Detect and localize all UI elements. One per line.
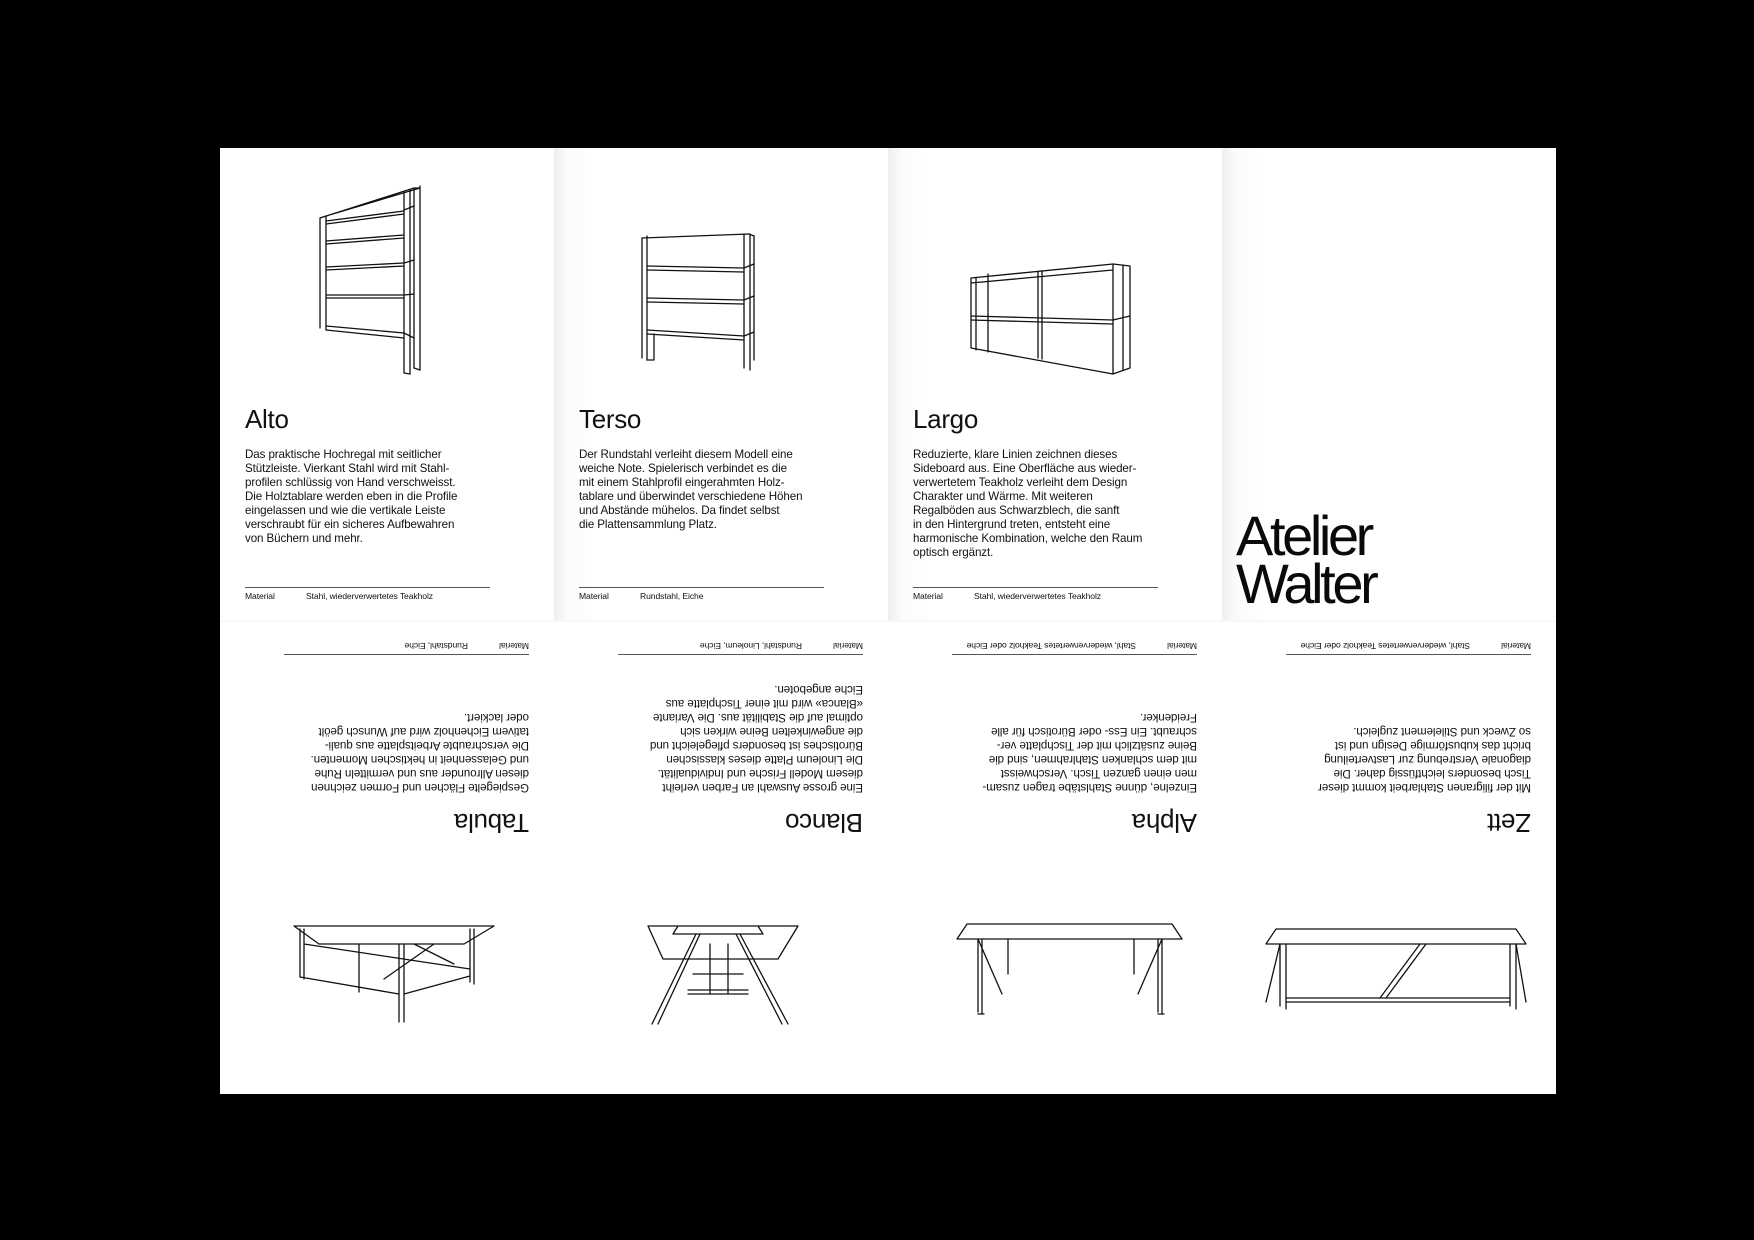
- material-label: Material: [1167, 641, 1197, 651]
- table-blanco-icon: [554, 824, 888, 1094]
- brand-logo: Atelier Walter: [1236, 504, 1376, 615]
- product-title: Largo: [913, 404, 978, 434]
- product-title: Blanco: [785, 808, 863, 838]
- product-title: Tabula: [454, 808, 529, 838]
- product-description: Mit der filigranen Stahlarbeit kommt dieser Tisch besonders leichtfüssig daher. Die diagonale Verstrebung zur Lastverteilung bricht das kubusförmige Design und ist so Zweck und Stilelement zugleich.: [1318, 725, 1531, 794]
- material-label: Material: [913, 591, 943, 601]
- product-panel-terso: [554, 148, 888, 621]
- material-value: Rundstahl, Linoleum, Eiche: [699, 641, 802, 651]
- product-description: Das praktische Hochregal mit seitlicher Stützleiste. Vierkant Stahl wird mit Stahl- profilen schlüssig von Hand verschweisst. Die Holztablare werden eben in die Profile eingelassen und wie die vertikale Leiste verschraubt für ein sicheres Aufbewahren von Büchern und mehr.: [245, 448, 458, 545]
- product-panel-largo: [888, 148, 1222, 621]
- product-description: Einzelne, dünne Stahlstäbe tragen zusam- men einen ganzen Tisch. Verschweisst mit dem schlanken Stahlrahmen, sind die Beine zusätzlich mit der Tischplatte ver- schraubt. Ein Ess- oder Bürotisch für alle Freidenker.: [982, 711, 1197, 794]
- product-panel-tabula: [220, 621, 554, 1094]
- table-tabula-icon: [220, 824, 554, 1094]
- sideboard-icon: [888, 148, 1222, 418]
- table-alpha-icon: [888, 824, 1222, 1094]
- divider: [913, 587, 1158, 588]
- table-zett-icon: [1222, 824, 1556, 1094]
- brand-panel: [1222, 148, 1556, 621]
- product-title: Alpha: [1132, 808, 1197, 838]
- product-description: Gespiegelte Flächen und Formen zeichnen diesen Allrounder aus und vermitteln Ruhe und Gelassenheit in hektischen Momenten. Die verschraubte Arbeitsplatte aus quali- tativem Eichenholz wird auf Wunsch geölt oder lackiert.: [310, 711, 529, 794]
- divider: [1286, 654, 1531, 655]
- product-description: Reduzierte, klare Linien zeichnen dieses Sideboard aus. Eine Oberfläche aus wieder- verwertetem Teakholz verleiht dem Design Charakter und Wärme. Mit weiteren Regalböden aus Schwarzblech, die sanft in den Hintergrund treten, entsteht eine harmonische Kombination, welche den Raum optisch ergänzt.: [913, 448, 1143, 559]
- divider: [579, 587, 824, 588]
- material-value: Stahl, wiederverwertetes Teakholz: [974, 591, 1101, 601]
- product-title: Zett: [1487, 808, 1531, 838]
- material-value: Stahl, wiederverwertetes Teakholz: [306, 591, 433, 601]
- horizontal-fold: [220, 620, 1556, 622]
- product-title: Terso: [579, 404, 642, 434]
- divider: [245, 587, 490, 588]
- folded-brochure-sheet: [220, 148, 1556, 1094]
- material-value: Rundstahl, Eiche: [640, 591, 704, 601]
- product-panel-alpha: [888, 621, 1222, 1094]
- shelf-icon: [554, 148, 888, 418]
- material-value: Rundstahl, Eiche: [404, 641, 468, 651]
- material-label: Material: [245, 591, 275, 601]
- material-value: Stahl, wiederverwertetes Teakholz oder Eiche: [1300, 641, 1470, 651]
- product-title: Alto: [245, 404, 289, 434]
- material-value: Stahl, wiederverwertetes Teakholz oder Eiche: [966, 641, 1136, 651]
- material-label: Material: [499, 641, 529, 651]
- product-panel-zett: [1222, 621, 1556, 1094]
- product-description: Eine grosse Auswahl an Farben verleiht diesem Modell Frische und Individualität. Die Linoleum Platte dieses klassischen Bürotisches ist besonders pflegeleicht und die angewinkelten Beine wirken sich optimal auf die Stabilität aus. Die Variante «Blanca» wird mit einer Tischplatte aus Eiche angeboten.: [650, 683, 863, 794]
- tall-shelf-icon: [220, 148, 554, 418]
- divider: [284, 654, 529, 655]
- product-description: Der Rundstahl verleiht diesem Modell eine weiche Note. Spielerisch verbindet es die mit einem Stahlprofil eingerahmten Holz- tablare und überwindet verschiedene Höhen und Abstände mühelos. Da findet selbst die Plattensammlung Platz.: [579, 448, 803, 531]
- material-label: Material: [833, 641, 863, 651]
- material-label: Material: [579, 591, 609, 601]
- divider: [618, 654, 863, 655]
- material-label: Material: [1501, 641, 1531, 651]
- divider: [952, 654, 1197, 655]
- product-panel-alto: [220, 148, 554, 621]
- product-panel-blanco: [554, 621, 888, 1094]
